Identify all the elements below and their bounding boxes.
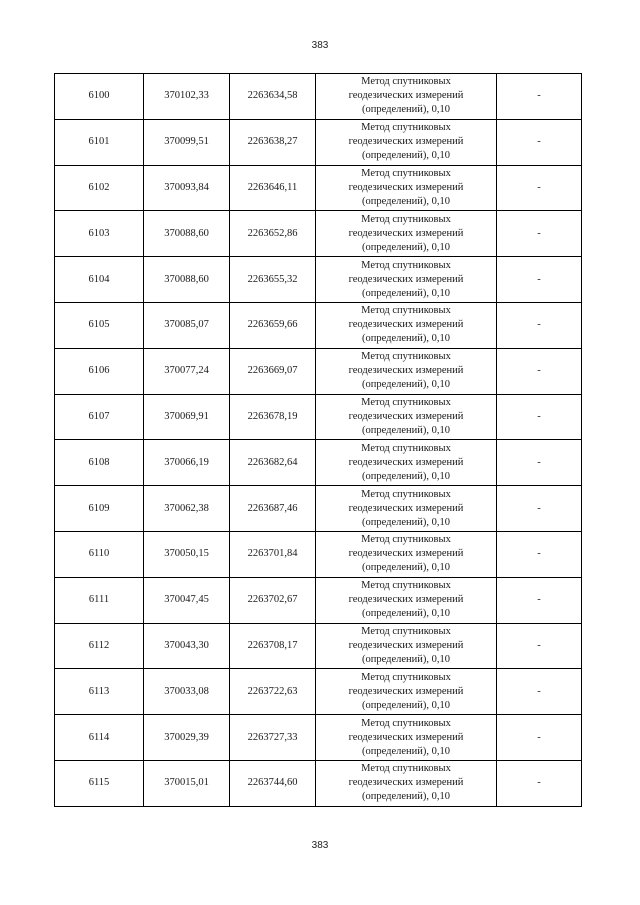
method-cell — [316, 348, 497, 394]
note-cell: - — [497, 669, 582, 715]
x-coordinate-cell: 370015,01 — [144, 760, 230, 806]
method-text-line: (определений), 0,10 — [361, 699, 451, 711]
method-text-line: Метод спутниковых — [361, 763, 451, 775]
table-row — [55, 119, 582, 165]
point-number-cell: 6108 — [55, 440, 144, 486]
coordinates-table — [54, 73, 582, 807]
point-number-cell: 6102 — [55, 165, 144, 211]
x-coordinate-cell: 370047,45 — [144, 577, 230, 623]
point-number-cell: 6105 — [55, 302, 144, 348]
method-text-line: (определений), 0,10 — [361, 516, 451, 528]
point-number-cell: 6111 — [55, 577, 144, 623]
method-text-line: геодезических измерений — [348, 90, 464, 102]
y-coordinate-cell: 2263634,58 — [230, 74, 316, 120]
method-text-line: (определений), 0,10 — [361, 424, 451, 436]
table-row — [55, 486, 582, 532]
method-text-line: (определений), 0,10 — [361, 653, 451, 665]
table-row — [55, 348, 582, 394]
point-number-cell: 6109 — [55, 486, 144, 532]
y-coordinate-cell: 2263638,27 — [230, 119, 316, 165]
method-text-line: Метод спутниковых — [361, 442, 451, 454]
point-number-cell: 6100 — [55, 74, 144, 120]
method-text-line: Метод спутниковых — [361, 534, 451, 546]
point-number-cell: 6115 — [55, 760, 144, 806]
method-text-line: (определений), 0,10 — [361, 104, 451, 116]
point-number-cell: 6114 — [55, 715, 144, 761]
x-coordinate-cell: 370077,24 — [144, 348, 230, 394]
table-row — [55, 257, 582, 303]
x-coordinate-cell: 370099,51 — [144, 119, 230, 165]
y-coordinate-cell: 2263652,86 — [230, 211, 316, 257]
point-number-cell: 6104 — [55, 257, 144, 303]
page-number-bottom: 383 — [311, 840, 329, 851]
method-cell — [316, 531, 497, 577]
note-cell: - — [497, 577, 582, 623]
x-coordinate-cell: 370093,84 — [144, 165, 230, 211]
method-text-line: Метод спутниковых — [361, 122, 451, 134]
point-number-cell: 6101 — [55, 119, 144, 165]
method-cell — [316, 486, 497, 532]
method-text-line: Метод спутниковых — [361, 488, 451, 500]
x-coordinate-cell: 370088,60 — [144, 257, 230, 303]
note-cell: - — [497, 74, 582, 120]
method-text-line: Метод спутниковых — [361, 351, 451, 363]
method-text-line: Метод спутниковых — [361, 671, 451, 683]
y-coordinate-cell: 2263708,17 — [230, 623, 316, 669]
y-coordinate-cell: 2263722,63 — [230, 669, 316, 715]
method-cell — [316, 623, 497, 669]
method-text-line: Метод спутниковых — [361, 396, 451, 408]
note-cell: - — [497, 531, 582, 577]
method-text-line: геодезических измерений — [348, 136, 464, 148]
method-text-line: (определений), 0,10 — [361, 745, 451, 757]
y-coordinate-cell: 2263744,60 — [230, 760, 316, 806]
x-coordinate-cell: 370029,39 — [144, 715, 230, 761]
point-number-cell: 6107 — [55, 394, 144, 440]
method-text-line: геодезических измерений — [348, 777, 464, 789]
method-text-line: Метод спутниковых — [361, 213, 451, 225]
x-coordinate-cell: 370069,91 — [144, 394, 230, 440]
table-row — [55, 531, 582, 577]
method-text-line: геодезических измерений — [348, 685, 464, 697]
note-cell: - — [497, 394, 582, 440]
table-row — [55, 74, 582, 120]
method-text-line: (определений), 0,10 — [361, 195, 451, 207]
method-cell — [316, 669, 497, 715]
table-row — [55, 165, 582, 211]
y-coordinate-cell: 2263659,66 — [230, 302, 316, 348]
method-text-line: (определений), 0,10 — [361, 470, 451, 482]
page-number-top: 383 — [311, 40, 329, 51]
method-text-line: (определений), 0,10 — [361, 379, 451, 391]
note-cell: - — [497, 257, 582, 303]
x-coordinate-cell: 370033,08 — [144, 669, 230, 715]
x-coordinate-cell: 370066,19 — [144, 440, 230, 486]
method-text-line: геодезических измерений — [348, 227, 464, 239]
method-text-line: (определений), 0,10 — [361, 562, 451, 574]
x-coordinate-cell: 370088,60 — [144, 211, 230, 257]
y-coordinate-cell: 2263727,33 — [230, 715, 316, 761]
y-coordinate-cell: 2263678,19 — [230, 394, 316, 440]
method-text-line: геодезических измерений — [348, 594, 464, 606]
table-row — [55, 760, 582, 806]
point-number-cell: 6112 — [55, 623, 144, 669]
method-text-line: (определений), 0,10 — [361, 150, 451, 162]
method-text-line: Метод спутниковых — [361, 580, 451, 592]
method-cell — [316, 440, 497, 486]
table-row — [55, 577, 582, 623]
coordinates-table-body — [55, 74, 582, 807]
method-text-line: Метод спутниковых — [361, 305, 451, 317]
table-row — [55, 302, 582, 348]
method-text-line: геодезических измерений — [348, 456, 464, 468]
note-cell: - — [497, 623, 582, 669]
method-cell — [316, 715, 497, 761]
method-text-line: Метод спутниковых — [361, 167, 451, 179]
method-text-line: геодезических измерений — [348, 410, 464, 422]
method-cell — [316, 211, 497, 257]
method-text-line: (определений), 0,10 — [361, 608, 451, 620]
method-text-line: геодезических измерений — [348, 639, 464, 651]
note-cell: - — [497, 348, 582, 394]
method-text-line: Метод спутниковых — [361, 625, 451, 637]
method-text-line: (определений), 0,10 — [361, 791, 451, 803]
x-coordinate-cell: 370043,30 — [144, 623, 230, 669]
note-cell: - — [497, 302, 582, 348]
method-text-line: геодезических измерений — [348, 181, 464, 193]
note-cell: - — [497, 715, 582, 761]
method-cell — [316, 302, 497, 348]
x-coordinate-cell: 370085,07 — [144, 302, 230, 348]
point-number-cell: 6113 — [55, 669, 144, 715]
point-number-cell: 6106 — [55, 348, 144, 394]
method-text-line: геодезических измерений — [348, 365, 464, 377]
method-cell — [316, 760, 497, 806]
method-cell — [316, 577, 497, 623]
method-text-line: геодезических измерений — [348, 319, 464, 331]
table-row — [55, 623, 582, 669]
table-row — [55, 669, 582, 715]
x-coordinate-cell: 370062,38 — [144, 486, 230, 532]
method-text-line: Метод спутниковых — [361, 717, 451, 729]
table-row — [55, 394, 582, 440]
x-coordinate-cell: 370102,33 — [144, 74, 230, 120]
method-text-line: геодезических измерений — [348, 273, 464, 285]
table-row — [55, 715, 582, 761]
y-coordinate-cell: 2263682,64 — [230, 440, 316, 486]
y-coordinate-cell: 2263701,84 — [230, 531, 316, 577]
note-cell: - — [497, 211, 582, 257]
method-text-line: геодезических измерений — [348, 731, 464, 743]
method-text-line: геодезических измерений — [348, 502, 464, 514]
y-coordinate-cell: 2263655,32 — [230, 257, 316, 303]
note-cell: - — [497, 486, 582, 532]
point-number-cell: 6103 — [55, 211, 144, 257]
method-text-line: (определений), 0,10 — [361, 333, 451, 345]
y-coordinate-cell: 2263669,07 — [230, 348, 316, 394]
y-coordinate-cell: 2263702,67 — [230, 577, 316, 623]
x-coordinate-cell: 370050,15 — [144, 531, 230, 577]
method-text-line: геодезических измерений — [348, 548, 464, 560]
table-row — [55, 211, 582, 257]
y-coordinate-cell: 2263646,11 — [230, 165, 316, 211]
method-text-line: (определений), 0,10 — [361, 287, 451, 299]
note-cell: - — [497, 760, 582, 806]
method-cell — [316, 394, 497, 440]
note-cell: - — [497, 165, 582, 211]
method-text-line: Метод спутниковых — [361, 76, 451, 88]
y-coordinate-cell: 2263687,46 — [230, 486, 316, 532]
note-cell: - — [497, 119, 582, 165]
method-text-line: Метод спутниковых — [361, 259, 451, 271]
method-cell — [316, 119, 497, 165]
method-text-line: (определений), 0,10 — [361, 241, 451, 253]
point-number-cell: 6110 — [55, 531, 144, 577]
method-cell — [316, 165, 497, 211]
method-cell — [316, 74, 497, 120]
note-cell: - — [497, 440, 582, 486]
table-row — [55, 440, 582, 486]
method-cell — [316, 257, 497, 303]
